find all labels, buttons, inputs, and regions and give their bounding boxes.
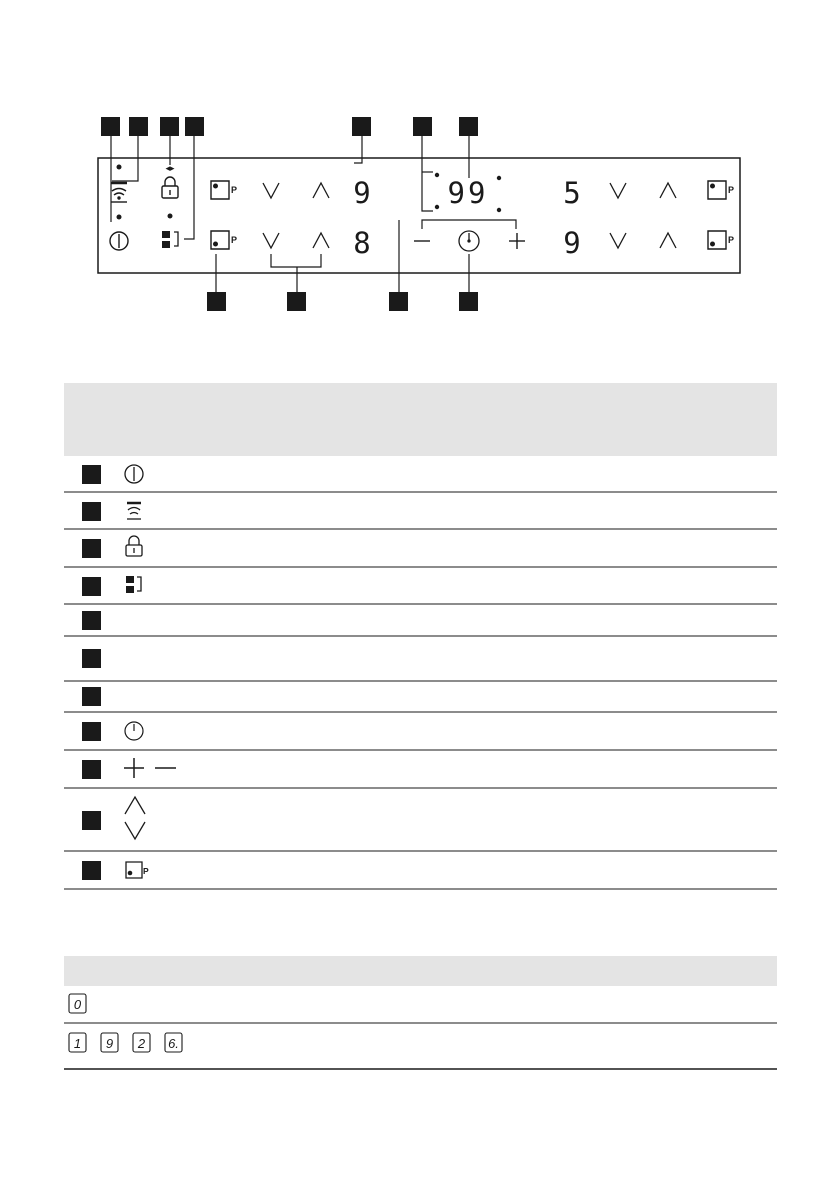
down-arrow-icon[interactable] [263,183,279,198]
marker-8 [459,292,478,311]
power-icon[interactable] [110,232,128,250]
up-arrow-icon[interactable] [660,183,676,198]
plus-minus-icon [124,758,176,778]
legend-row-marker [82,649,101,668]
marker-1 [101,117,120,136]
up-arrow-icon[interactable] [313,233,329,248]
digit-box [165,1033,182,1052]
down-arrow-icon[interactable] [610,183,626,198]
marker-5 [352,117,371,136]
lock-icon[interactable] [162,177,178,198]
bottom-markers [207,292,478,311]
display-table [64,994,777,1069]
display-right-bottom: 9 [563,226,581,260]
marker-6 [413,117,432,136]
hob2hood-icon[interactable] [111,183,127,202]
top-markers [101,117,478,136]
svg-text:6.: 6. [168,1036,179,1051]
marker-10 [287,292,306,311]
legend-row-marker [82,861,101,880]
timer-indicator-dot [435,173,439,177]
svg-text:0: 0 [73,997,82,1012]
legend-table-header [64,383,777,456]
powerboost-icon [126,862,149,878]
marker-2 [129,117,148,136]
svg-text:P: P [143,866,149,876]
legend-row-marker [82,539,101,558]
svg-text:9: 9 [105,1036,114,1051]
timer-icon[interactable] [459,231,479,251]
svg-text:P: P [231,235,238,245]
powerboost-button-bottom-left[interactable] [211,231,237,249]
display-left-top: 9 [353,176,371,210]
digit-box [69,994,86,1013]
lock-icon [126,536,142,556]
display-left-bottom: 8 [353,226,371,260]
indicator-dot [168,214,173,219]
bridge-icon [126,576,141,593]
up-arrow-icon[interactable] [313,183,329,198]
up-down-arrows-icon [125,797,145,839]
legend-row-marker [82,811,101,830]
timer-display: 99 [447,176,489,210]
callout-lines [111,136,516,292]
display-table-header [64,956,777,986]
svg-text:1: 1 [73,1036,82,1051]
powerboost-button-top-left[interactable] [211,181,237,199]
up-arrow-icon[interactable] [660,233,676,248]
marker-4 [185,117,204,136]
svg-text:P: P [231,185,238,195]
small-arrows-glyph: ◂▸ [165,163,175,173]
legend-row-marker [82,577,101,596]
indicator-dot [117,165,122,170]
legend-row-marker [82,465,101,484]
svg-text:P: P [728,235,735,245]
svg-text:2: 2 [137,1036,146,1051]
marker-7 [459,117,478,136]
digit-box [133,1033,150,1052]
svg-text:P: P [728,185,735,195]
plus-icon[interactable] [509,233,525,249]
legend-row-marker [82,687,101,706]
powerboost-button-bottom-right[interactable] [708,231,734,249]
legend-table [64,465,777,889]
power-icon [125,465,143,483]
digit-box [69,1033,86,1052]
legend-row-marker [82,760,101,779]
display-right-top: 5 [563,176,581,210]
digit-box [101,1033,118,1052]
timer-indicator-dot [497,176,501,180]
marker-3 [160,117,179,136]
legend-row-marker [82,722,101,741]
timer-icon [125,722,143,740]
marker-9 [389,292,408,311]
marker-11 [207,292,226,311]
bridge-icon[interactable] [162,231,178,248]
timer-indicator-dot [497,208,501,212]
legend-row-marker [82,502,101,521]
down-arrow-icon[interactable] [263,233,279,248]
indicator-dot [117,215,122,220]
powerboost-button-top-right[interactable] [708,181,734,199]
timer-indicator-dot [435,205,439,209]
hob2hood-icon [127,503,141,519]
down-arrow-icon[interactable] [610,233,626,248]
legend-row-marker [82,611,101,630]
